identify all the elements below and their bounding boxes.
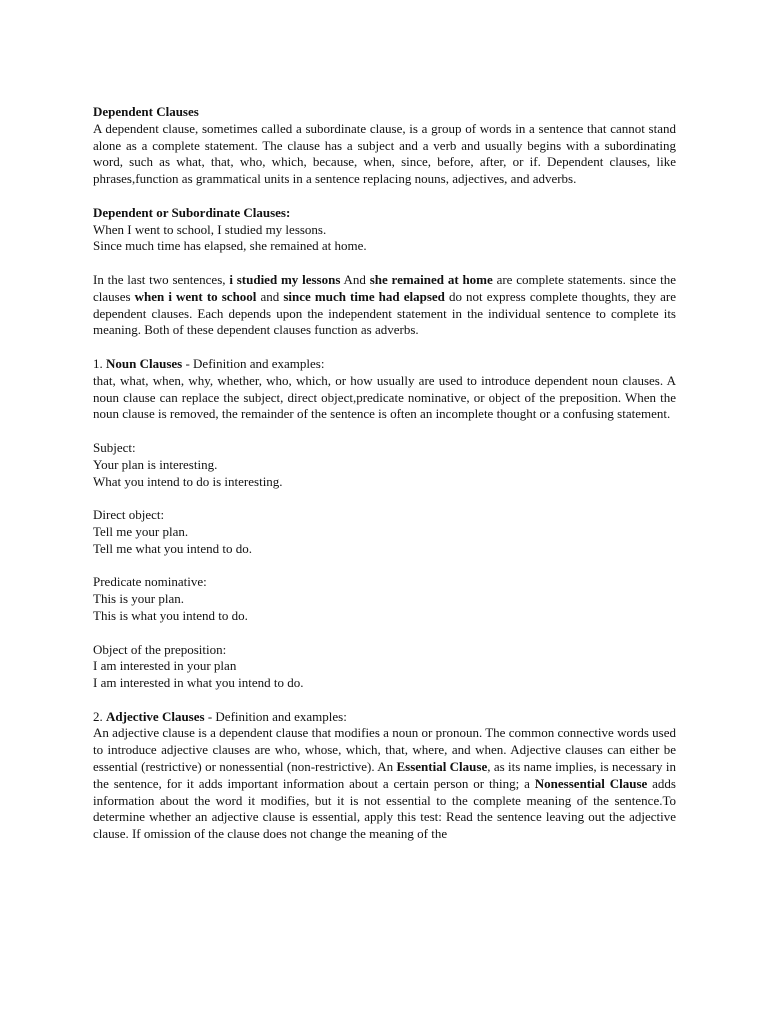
example-sentence: This is your plan.: [93, 591, 184, 607]
analysis-paragraph: In the last two sentences, i studied my lessons And she remained at home are complete statements. since the clauses when i went to school and since much time had elapsed do not express complete thoughts, they are dependent clauses. Each depends upon the independent statement in the individual sentence to complete its meaning. Both of these dependent clauses function as adverbs.: [93, 271, 677, 338]
example-sentence: I am interested in your plan: [93, 658, 237, 674]
example-sentence: Tell me your plan.: [93, 523, 189, 539]
example-sentence: I am interested in what you intend to do.: [93, 675, 304, 691]
intro-paragraph: A dependent clause, sometimes called a subordinate clause, is a group of words in a sentence that cannot stand alone as a complete statement. The clause has a subject and a verb and usually begins with a subordinating word, such as what, that, who, which, because, when, since, before, after, or if. Dependent clauses, like phrases,function as grammatical units in a sentence replacing nouns, adjectives, and adverbs.: [93, 120, 676, 187]
example-sentence: Since much time has elapsed, she remained at home.: [93, 238, 367, 254]
example-sentence: When I went to school, I studied my lessons.: [93, 221, 327, 237]
example-sentence: What you intend to do is interesting.: [93, 473, 283, 489]
adjective-clauses-heading: 2. Adjective Clauses - Definition and examples:: [93, 708, 347, 724]
example-label: Predicate nominative:: [93, 574, 207, 590]
example-label: Direct object:: [93, 507, 165, 523]
example-label: Subject:: [93, 439, 136, 455]
subordinate-heading: Dependent or Subordinate Clauses:: [93, 204, 291, 220]
example-sentence: Your plan is interesting.: [93, 456, 218, 472]
example-sentence: This is what you intend to do.: [93, 607, 248, 623]
noun-clauses-heading: 1. Noun Clauses - Definition and examples:: [93, 355, 325, 371]
section-title: Dependent Clauses: [93, 104, 199, 119]
adjective-clauses-paragraph: An adjective clause is a dependent clause that modifies a noun or pronoun. The common connective words used to introduce adjective clauses are who, whose, which, that, where, and when. Adjective clauses can either be essential (restrictive) or nonessential (non-restrictive). An Essential Clause, as its name implies, is necessary in the sentence, for it adds important information about a certain person or thing; a Nonessential Clause adds information about the word it modifies, but it is not essential to the complete meaning of the sentence.To determine whether an adjective clause is essential, apply this test: Read the sentence leaving out the adjective clause. If omission of the clause does not change the meaning of the: [93, 725, 676, 842]
document-body: [93, 104, 676, 843]
example-sentence: Tell me what you intend to do.: [93, 540, 253, 556]
noun-clauses-paragraph: that, what, when, why, whether, who, which, or how usually are used to introduce dependent noun clauses. A noun clause can replace the subject, direct object,predicate nominative, or object of the preposition. When the noun clause is removed, the remainder of the sentence is often an incomplete thought or a confusing statement.: [93, 372, 676, 422]
example-label: Object of the preposition:: [93, 641, 227, 657]
